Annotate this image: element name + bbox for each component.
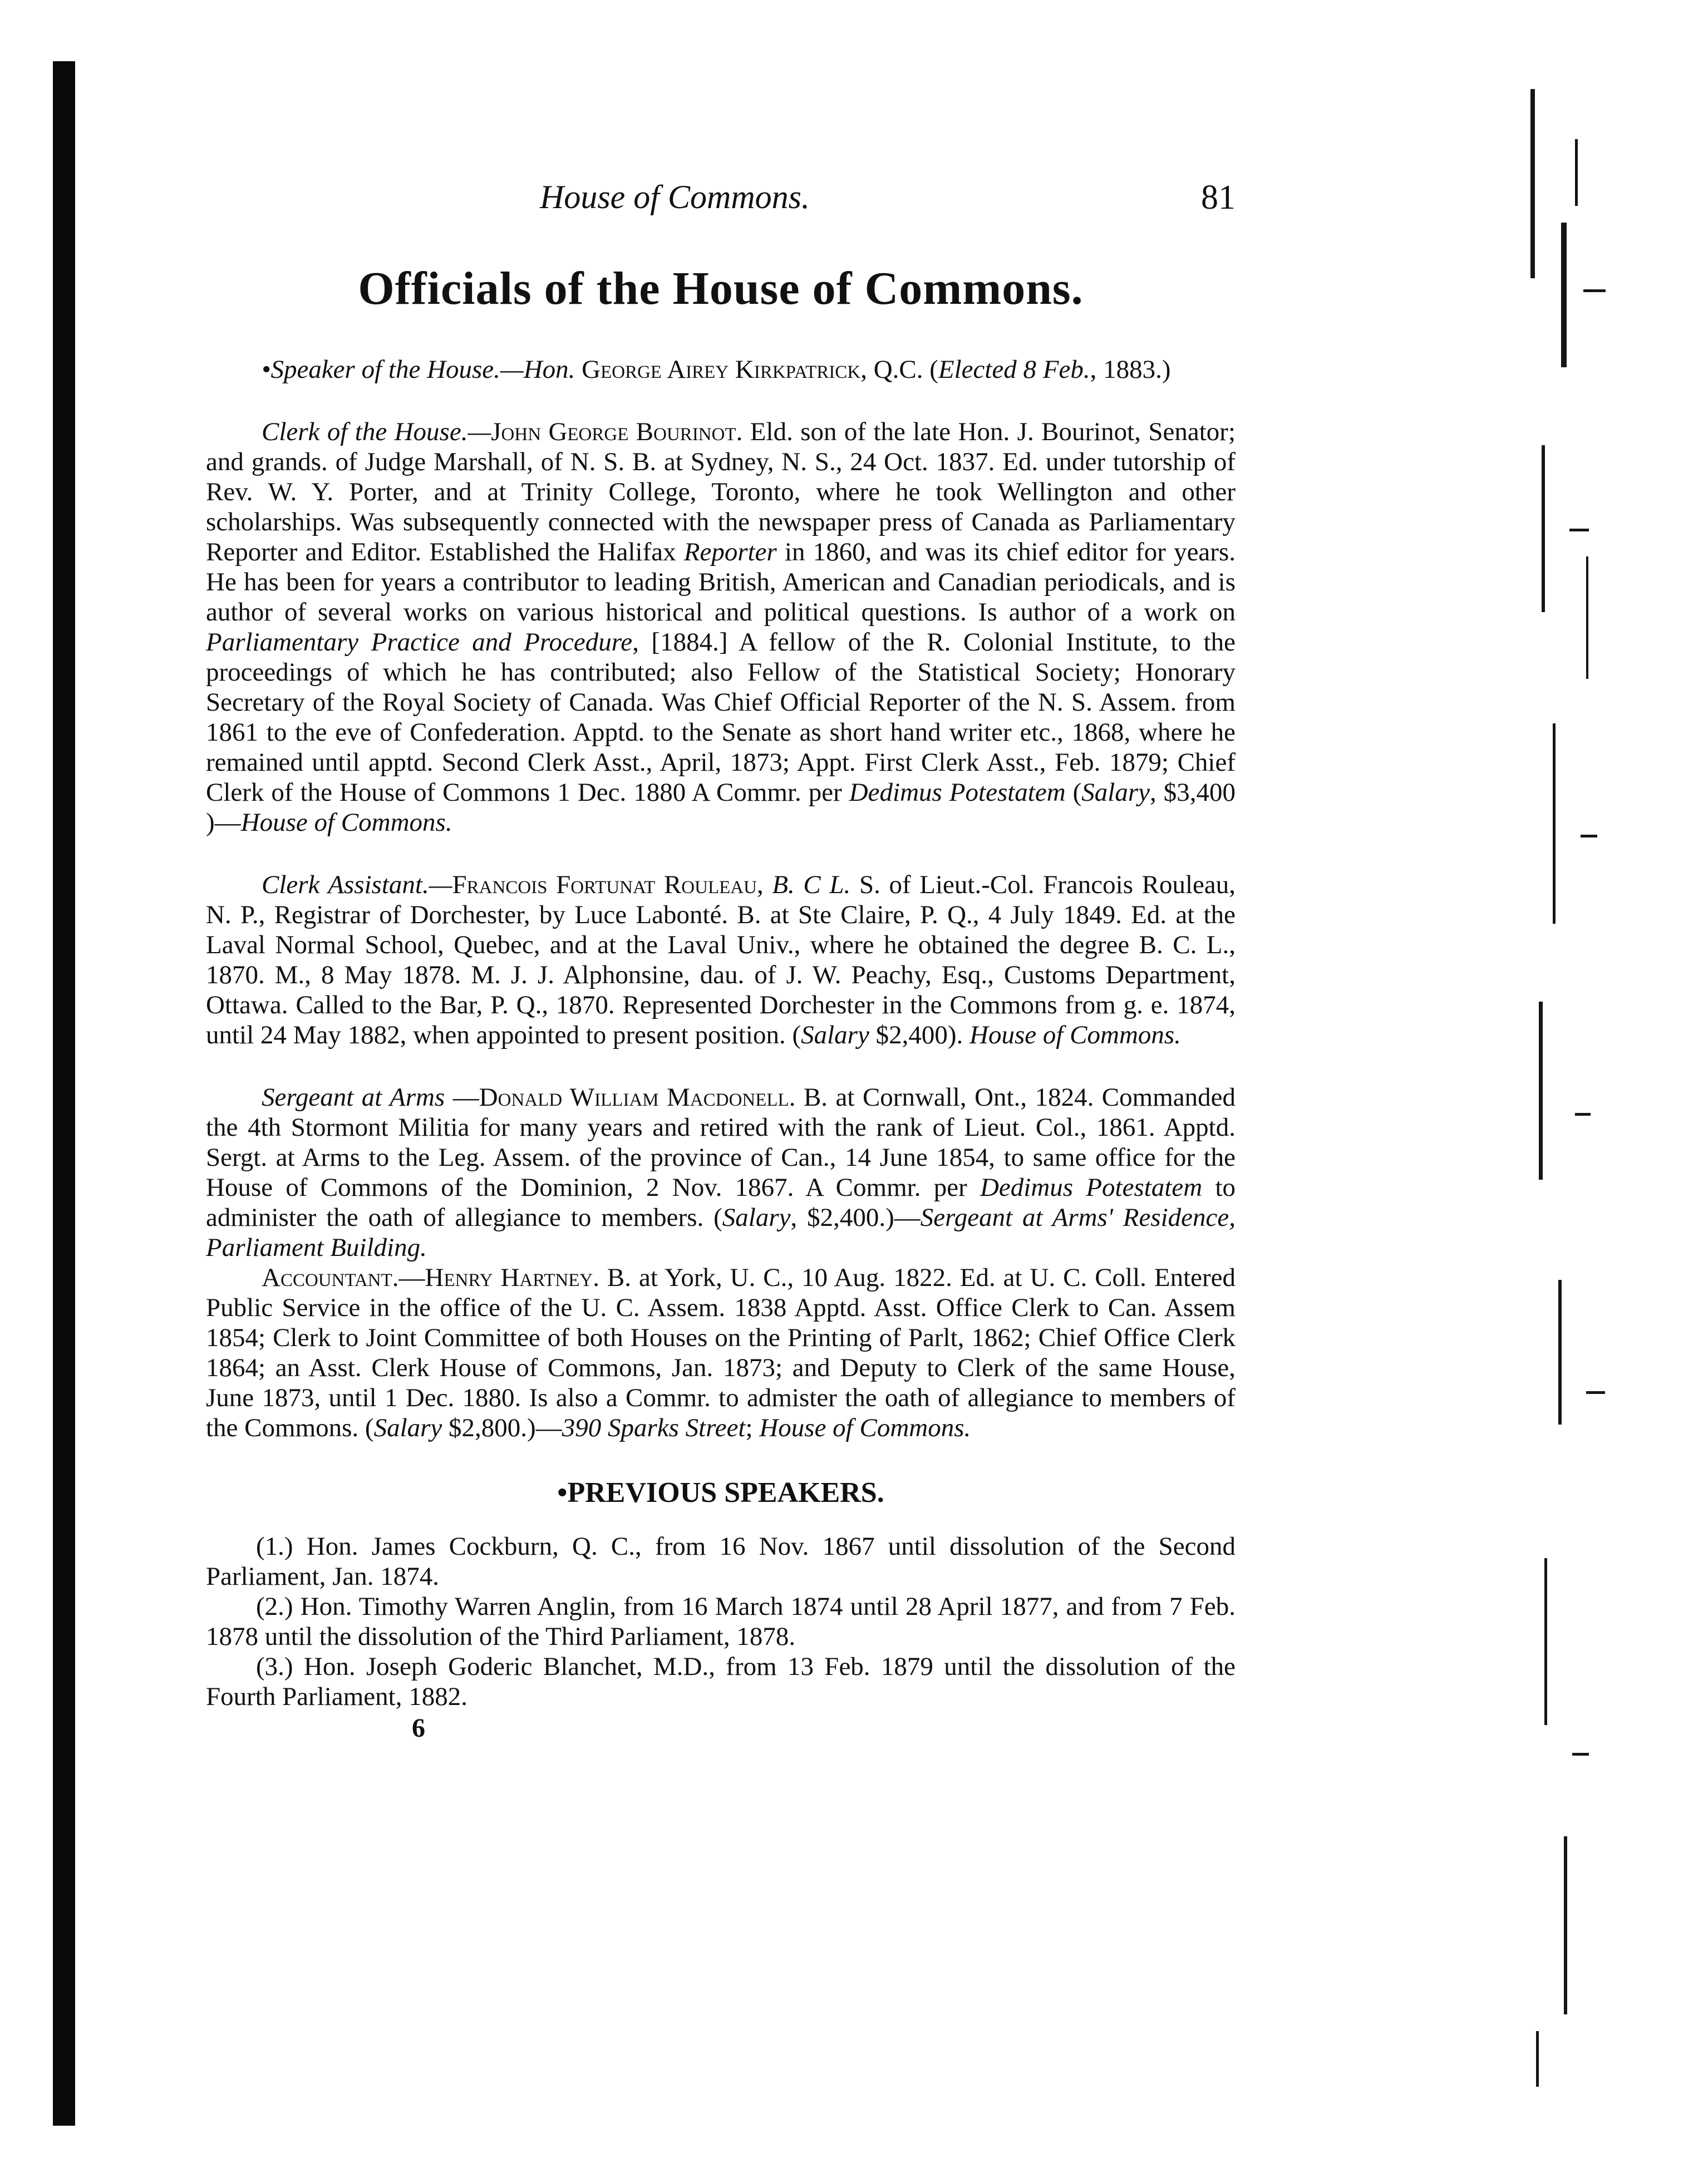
speaker-entry: •Speaker of the House.—Hon. George Airey Kirkpatrick, Q.C. (Elected 8 Feb., 1883.) <box>262 355 1171 384</box>
signature-mark: 6 <box>412 1713 425 1743</box>
previous-speaker-item: (2.) Hon. Timothy Warren Anglin, from 16 March 1874 until 28 April 1877, and from 7 Feb. 1878 until the dissolution of the Third Parliament, 1878. <box>206 1592 1236 1651</box>
previous-speaker-item: (1.) Hon. James Cockburn, Q. C., from 16 Nov. 1867 until dissolution of the Second Parliament, Jan. 1874. <box>206 1532 1236 1591</box>
binding-shadow <box>53 61 75 2126</box>
accountant-role: Accountant. <box>262 1263 399 1292</box>
document-page <box>206 173 1236 1743</box>
clerk-assistant-role: Clerk Assistant.— <box>262 870 452 899</box>
clerk-entry: Clerk of the House.—John George Bourinot. Eld. son of the late Hon. J. Bourinot, Senator; and grands. of Judge Marshall, of N. S. B. at Sydney, N. S., 24 Oct. 1837. Ed. under tutorship of Rev. W. Y. Porter, and at Trinity College, Toronto, where he took Wellington and other scholarships. Was subsequently connected with the newspaper press of Canada as Parliamentary Reporter and Editor. Established the Halifax Reporter in 1860, and was its chief editor for years. He has been for years a contributor to leading British, American and Canadian periodicals, and is author of several works on various historical and political questions. Is author of a work on Parliamentary Practice and Procedure, [1884.] A fellow of the R. Colonial Institute, to the proceedings of which he has contributed; also Fellow of the Statistical Society; Honorary Secretary of the Royal Society of Canada. Was Chief Official Reporter of the N. S. Assem. from 1861 to the eve of Confederation. Apptd. to the Senate as short hand writer etc., 1868, where he remained until apptd. Second Clerk Asst., April, 1873; Appt. First Clerk Asst., Feb. 1879; Chief Clerk of the House of Commons 1 Dec. 1880 A Commr. per Dedimus Potestatem (Salary, $3,400 )—House of Commons. <box>206 417 1236 837</box>
accountant-entry: Accountant.—Henry Hartney. B. at York, U. C., 10 Aug. 1822. Ed. at U. C. Coll. Entered Public Service in the office of the U. C. Assem. 1838 Apptd. Asst. Office Clerk to Can. Assem 1854; Clerk to Joint Committee of both Houses on the Printing of Parlt, 1862; Chief Office Clerk 1864; an Asst. Clerk House of Commons, Jan. 1873; and Deputy to Clerk of the same House, June 1873, until 1 Dec. 1880. Is also a Commr. to admister the oath of allegiance to members of the Commons. (Salary $2,800.)—390 Sparks Street; House of Commons. <box>206 1263 1236 1442</box>
running-head <box>206 173 1236 223</box>
previous-speakers-heading: •PREVIOUS SPEAKERS. <box>557 1477 884 1509</box>
speaker-name: George Airey Kirkpatrick <box>582 355 861 384</box>
sergeant-role: Sergeant at Arms <box>262 1083 445 1112</box>
page-edge-marks <box>1508 56 1631 2115</box>
clerk-role: Clerk of the House.— <box>262 417 491 446</box>
sergeant-name: Donald William Macdonell <box>479 1083 789 1112</box>
sergeant-entry: Sergeant at Arms —Donald William Macdonell. B. at Cornwall, Ont., 1824. Commanded the 4th Stormont Militia for many years and retired with the rank of Lieut. Col., 1861. Apptd. Sergt. at Arms to the Leg. Assem. of the province of Can., 14 June 1854, to same office for the House of Commons of the Dominion, 2 Nov. 1867. A Commr. per Dedimus Potestatem to administer the oath of allegiance to members. (Salary, $2,400.)—Sergeant at Arms' Residence, Parliament Building. <box>206 1083 1236 1262</box>
page-number: 81 <box>1201 179 1236 216</box>
running-title: House of Commons. <box>540 179 810 215</box>
clerk-assistant-name: Francois Fortunat Rouleau <box>452 870 757 899</box>
clerk-assistant-entry: Clerk Assistant.—Francois Fortunat Rouleau, B. C L. S. of Lieut.-Col. Francois Rouleau, N. P., Registrar of Dorchester, by Luce Labonté. B. at Ste Claire, P. Q., 4 July 1849. Ed. at the Laval Normal School, Quebec, and at the Laval Univ., where he obtained the degree B. C. L., 1870. M., 8 May 1878. M. J. J. Alphonsine, dau. of J. W. Peachy, Esq., Customs Department, Ottawa. Called to the Bar, P. Q., 1870. Represented Dorchester in the Commons from g. e. 1874, until 24 May 1882, when appointed to present position. (Salary $2,400). House of Commons. <box>206 870 1236 1049</box>
page-title: Officials of the House of Commons. <box>358 263 1084 314</box>
speaker-role: •Speaker of the House.—Hon. <box>262 355 575 384</box>
accountant-name: Henry Hartney <box>425 1263 593 1292</box>
clerk-name: John George Bourinot <box>491 417 736 446</box>
previous-speaker-item: (3.) Hon. Joseph Goderic Blanchet, M.D., from 13 Feb. 1879 until the dissolution of the Fourth Parliament, 1882. <box>206 1652 1236 1711</box>
